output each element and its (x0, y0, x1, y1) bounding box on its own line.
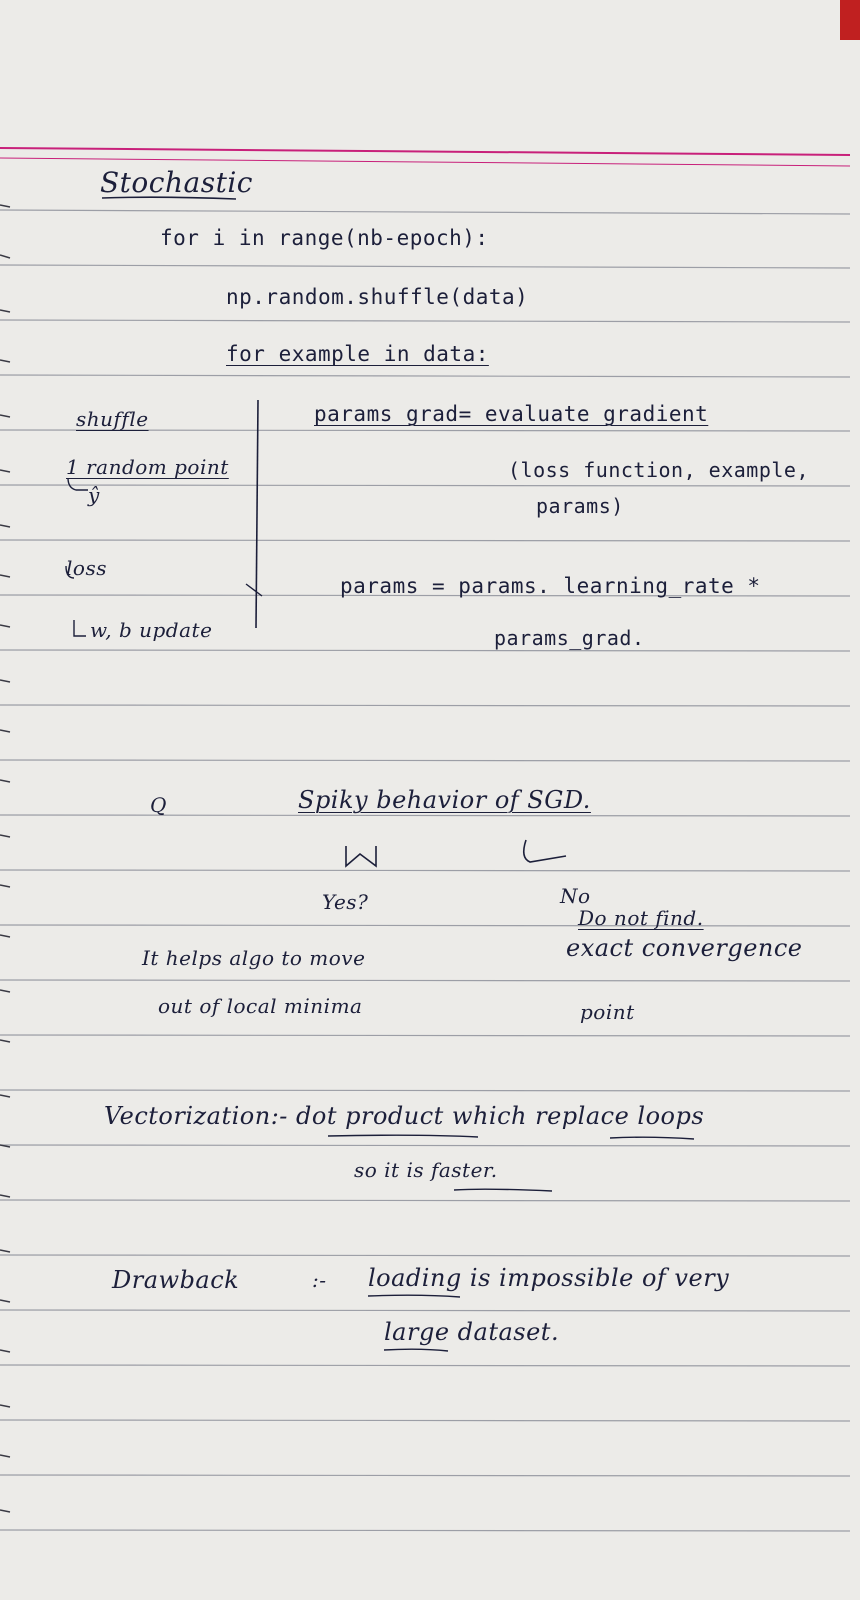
code-grad-line2: (loss function, example, (508, 458, 809, 482)
code-update-line1: params = params. learning_rate * (340, 574, 761, 598)
vectorization-line2: so it is faster. (354, 1158, 498, 1182)
answer-no: No (560, 884, 591, 908)
note-loss: loss (66, 556, 107, 580)
answer-yes-detail-2: out of local minima (158, 994, 363, 1018)
drawback-line1: loading is impossible of very (368, 1264, 730, 1292)
note-update: w, b update (90, 618, 213, 642)
note-y-hat: ŷ (88, 483, 100, 507)
answer-no-detail-2: exact convergence (566, 934, 803, 962)
answer-yes-detail-1: It helps algo to move (142, 946, 366, 970)
corner-tab (840, 0, 860, 40)
drawback-line2: large dataset. (384, 1318, 560, 1346)
question-text: Spiky behavior of SGD. (298, 786, 591, 814)
answer-no-detail-3: point (580, 1000, 635, 1024)
answer-no-detail-1: Do not find. (578, 906, 704, 930)
note-random-point: 1 random point (66, 455, 229, 479)
code-shuffle: np.random.shuffle(data) (226, 285, 529, 309)
binding-edge (0, 205, 10, 1512)
code-inner-loop: for example in data: (226, 342, 489, 366)
answer-yes: Yes? (322, 890, 369, 914)
question-marker: Q (150, 793, 167, 817)
top-margin-rule-inner (0, 158, 850, 166)
code-update-line2: params_grad. (494, 626, 645, 650)
vectorization-line1: Vectorization:- dot product which replace loops (104, 1102, 705, 1130)
code-loop: for i in range(nb-epoch): (160, 226, 489, 250)
page-title: Stochastic (100, 166, 253, 199)
code-grad-line3: params) (536, 494, 624, 518)
drawback-label: Drawback (112, 1266, 240, 1294)
drawback-separator: :- (312, 1268, 327, 1292)
code-grad-line1: params_grad= evaluate_gradient (314, 402, 709, 426)
note-shuffle: shuffle (76, 407, 149, 431)
top-margin-rule (0, 148, 850, 155)
